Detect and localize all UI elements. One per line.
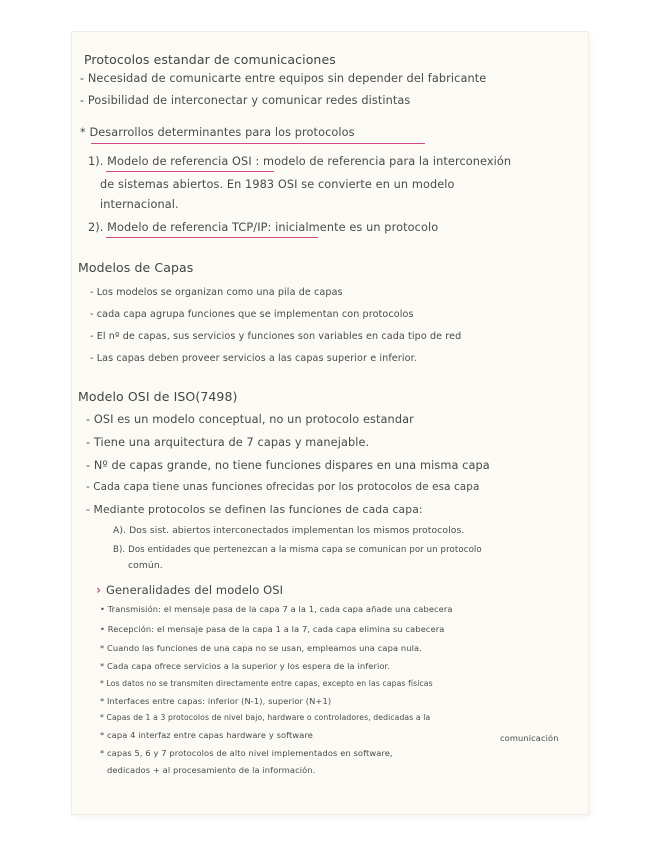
note-line: internacional.: [100, 198, 179, 211]
note-line: - Necesidad de comunicarte entre equipos sin depender del fabricante: [80, 72, 487, 85]
sub-item-b-cont: común.: [128, 560, 163, 571]
note-line: - cada capa agrupa funciones que se implementan con protocolos: [90, 309, 414, 320]
note-line-continuation: comunicación: [500, 733, 559, 743]
note-line: - Mediante protocolos se definen las funciones de cada capa:: [86, 503, 423, 516]
note-line: - Cada capa tiene unas funciones ofrecidas por los protocolos de esa capa: [86, 481, 480, 493]
note-line: - Posibilidad de interconectar y comunicar redes distintas: [80, 94, 411, 107]
section-title-protocolos: Protocolos estandar de comunicaciones: [84, 52, 336, 67]
note-line: • Recepción: el mensaje pasa de la capa 1 a la 7, cada capa elimina su cabecera: [100, 624, 445, 634]
sub-item-b: B). Dos entidades que pertenezcan a la misma capa se comunican por un protocolo: [113, 545, 482, 555]
note-line: dedicados + al procesamiento de la información.: [107, 765, 316, 775]
pink-chevron: ›: [96, 582, 102, 597]
pink-underline: [106, 171, 274, 172]
section-title-modelos-de-capas: Modelos de Capas: [78, 260, 194, 275]
section-title-modelo-osi: Modelo OSI de ISO(7498): [78, 389, 238, 404]
note-line: de sistemas abiertos. En 1983 OSI se convierte en un modelo: [100, 178, 455, 191]
note-line: - OSI es un modelo conceptual, no un protocolo estandar: [86, 413, 414, 426]
note-line: - Las capas deben proveer servicios a las capas superior e inferior.: [90, 353, 417, 364]
note-line: * Capas de 1 a 3 protocolos de nivel bajo, hardware o controladores, dedicadas a la: [100, 713, 431, 722]
note-line: - Los modelos se organizan como una pila de capas: [90, 287, 343, 298]
note-line: * Cada capa ofrece servicios a la superior y los espera de la inferior.: [100, 661, 391, 671]
note-line: • Transmisión: el mensaje pasa de la capa 7 a la 1, cada capa añade una cabecera: [100, 604, 453, 614]
note-line: - El nº de capas, sus servicios y funciones son variables en cada tipo de red: [90, 331, 462, 342]
pink-underline: [106, 237, 318, 238]
section-title-generalidades: Generalidades del modelo OSI: [106, 583, 284, 597]
note-line: * Los datos no se transmiten directamente entre capas, excepto en las capas físicas: [100, 679, 433, 688]
note-line: - Nº de capas grande, no tiene funciones dispares en una misma capa: [86, 459, 490, 472]
note-line: 2). Modelo de referencia TCP/IP: inicialmente es un protocolo: [88, 221, 439, 234]
note-line: 1). Modelo de referencia OSI : modelo de referencia para la interconexión: [88, 155, 512, 168]
pink-underline: [91, 143, 425, 144]
note-line: * Cuando las funciones de una capa no se usan, empleamos una capa nula.: [100, 643, 422, 653]
highlight-heading: * Desarrollos determinantes para los protocolos: [80, 126, 355, 139]
note-line: * capa 4 interfaz entre capas hardware y software: [100, 730, 314, 740]
note-line: * capas 5, 6 y 7 protocolos de alto nivel implementados en software,: [100, 748, 393, 758]
note-line: * Interfaces entre capas: inferior (N-1), superior (N+1): [100, 696, 332, 706]
note-line: - Tiene una arquitectura de 7 capas y manejable.: [86, 436, 370, 449]
sub-item-a: A). Dos sist. abiertos interconectados implementan los mismos protocolos.: [113, 525, 465, 536]
